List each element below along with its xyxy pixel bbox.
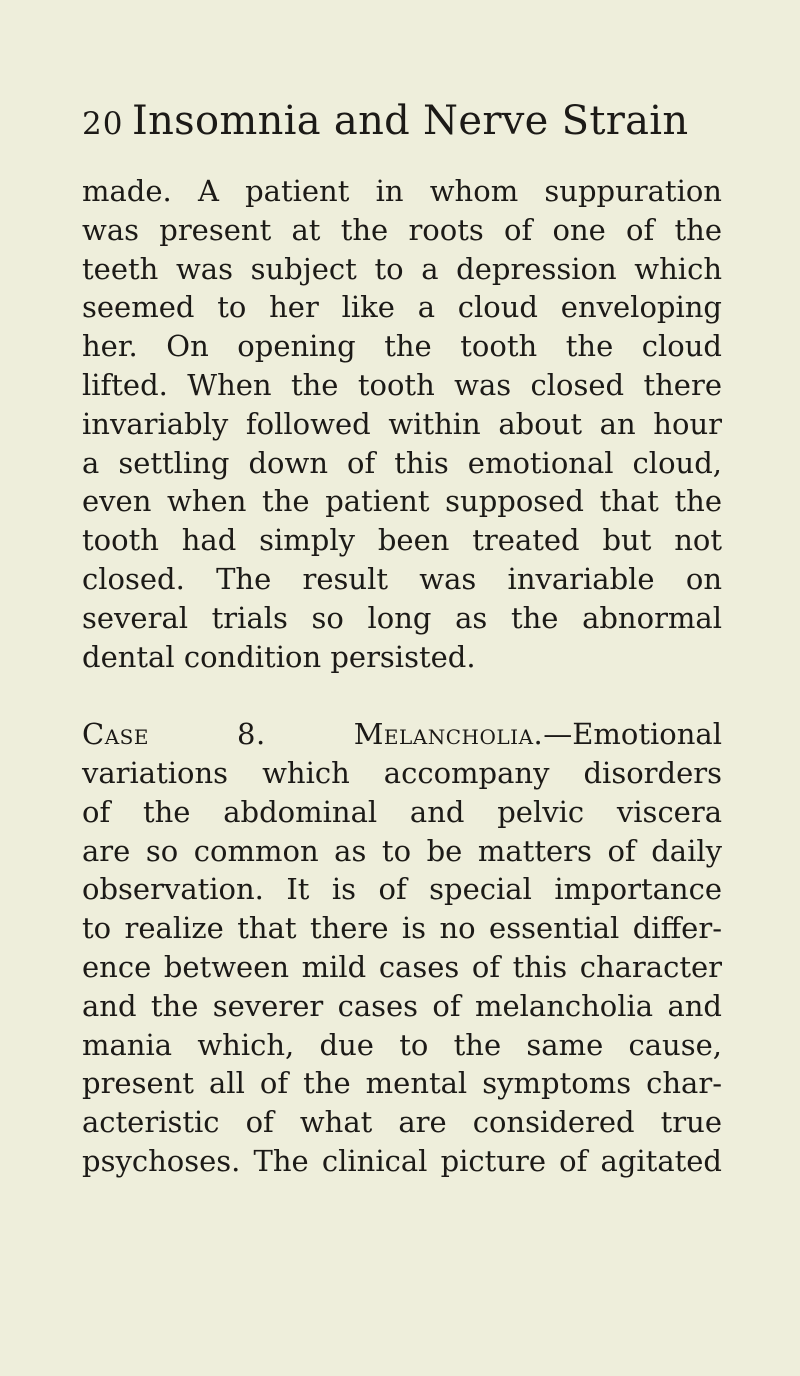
case-heading-line xyxy=(82,715,722,754)
case-heading-continuation: —Emotional xyxy=(543,717,722,752)
text-line: was present at the roots of one of the xyxy=(82,212,722,247)
text-line: made. A patient in whom suppuration xyxy=(82,174,722,208)
text-line: psychoses. The clinical picture of agitated xyxy=(82,1143,722,1178)
text-line: even when the patient supposed that the xyxy=(82,484,722,519)
text-line: mania which, due to the same cause, xyxy=(82,1027,722,1062)
text-line: seemed to her like a cloud enveloping xyxy=(82,290,722,325)
text-line: a settling down of this emotional cloud, xyxy=(82,445,722,480)
text-line: invariably followed within about an hour xyxy=(82,406,722,441)
text-line: her. On opening the tooth the cloud xyxy=(82,329,722,364)
text-line: of the abdominal and pelvic viscera xyxy=(82,794,722,829)
paragraph-dental-case xyxy=(82,172,722,676)
text-line: teeth was subject to a depression which xyxy=(82,251,722,286)
text-line: and the severer cases of melancholia and xyxy=(82,988,722,1023)
text-line: variations which accompany disorders xyxy=(82,755,722,790)
text-line: to realize that there is no essential differ- xyxy=(82,911,722,946)
text-line: observation. It is of special importance xyxy=(82,872,722,907)
paragraph-case-8 xyxy=(82,715,722,1181)
text-line: ence between mild cases of this character xyxy=(82,949,722,984)
running-title: Insomnia and Nerve Strain xyxy=(132,98,689,144)
case-heading: Case 8. Melancholia. xyxy=(82,717,544,752)
book-page xyxy=(82,98,722,1181)
text-line: several trials so long as the abnormal xyxy=(82,600,722,635)
text-line: acteristic of what are considered true xyxy=(82,1105,722,1140)
text-line: closed. The result was invariable on xyxy=(82,561,722,596)
text-line: lifted. When the tooth was closed there xyxy=(82,367,722,402)
text-line: dental condition persisted. xyxy=(82,639,476,674)
text-line: present all of the mental symptoms char- xyxy=(82,1066,722,1101)
text-line: are so common as to be matters of daily xyxy=(82,833,722,868)
running-header xyxy=(82,98,722,158)
text-line: tooth had simply been treated but not xyxy=(82,523,722,558)
page-number: 20 xyxy=(82,106,124,142)
